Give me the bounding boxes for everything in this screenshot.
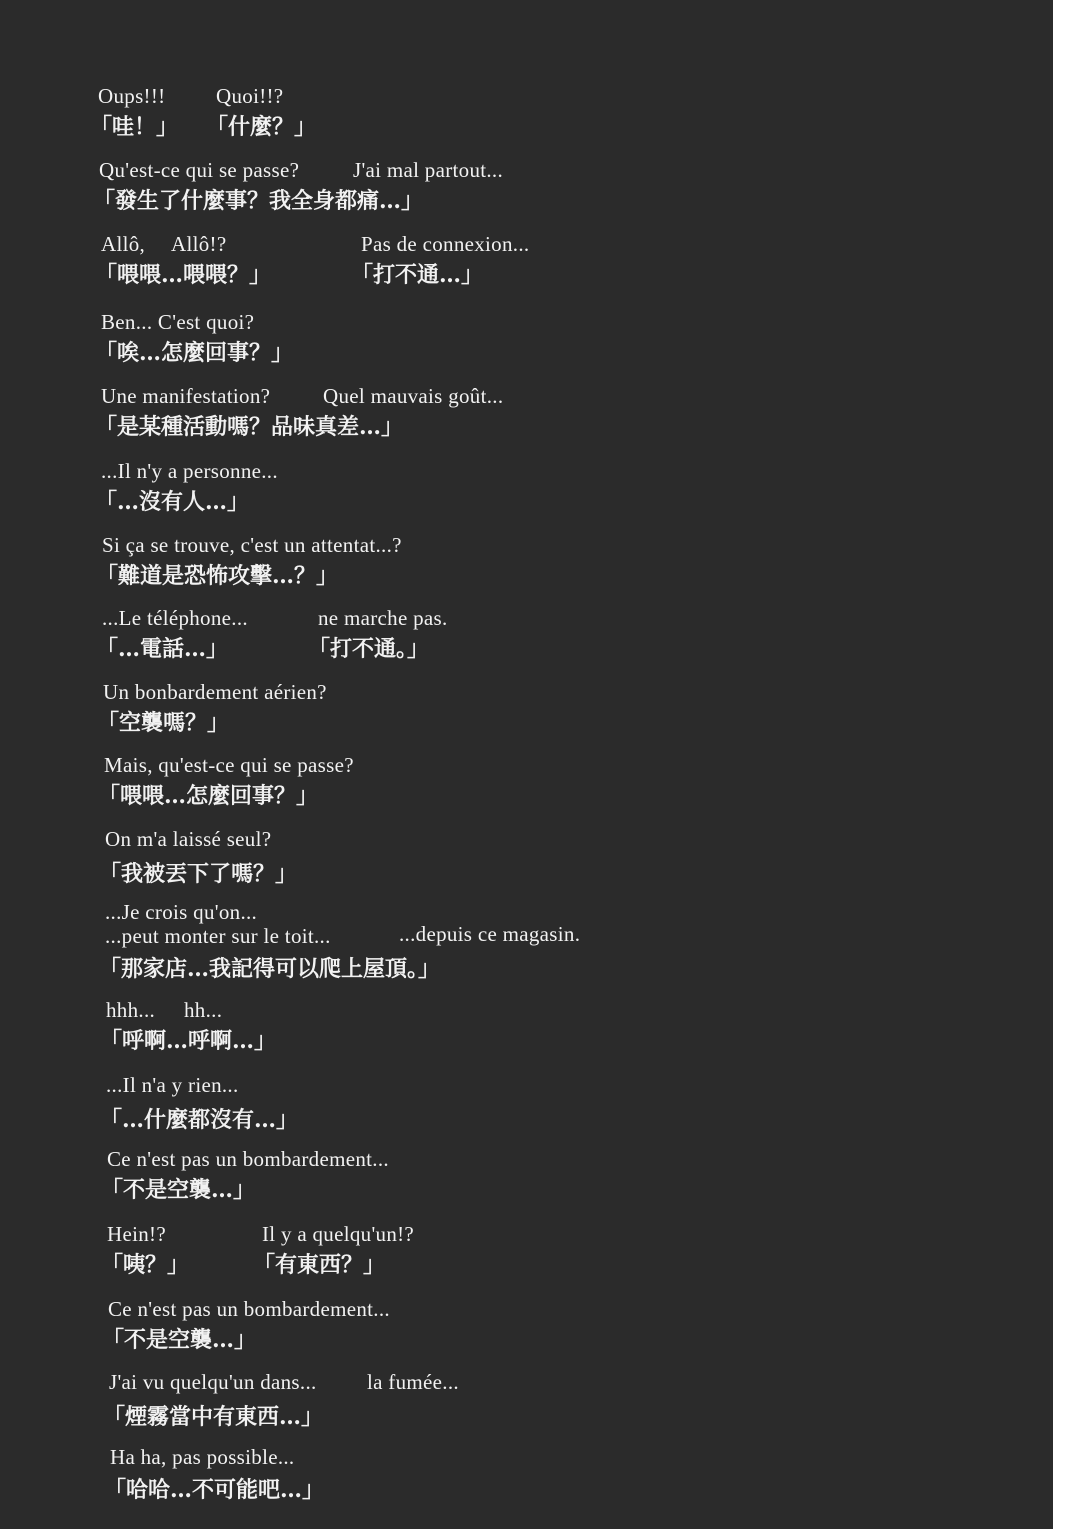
chinese-line: 「難道是恐怖攻擊…？」 (96, 563, 339, 589)
french-line: Si ça se trouve, c'est un attentat...? (102, 533, 402, 557)
chinese-line: 「不是空襲…」 (102, 1327, 257, 1353)
chinese-line: 「…什麼都沒有…」 (100, 1107, 299, 1133)
french-line: Pas de connexion... (361, 232, 530, 256)
page-margin (1053, 0, 1072, 1529)
chinese-line: 「哈哈…不可能吧…」 (104, 1477, 325, 1503)
chinese-line: 「不是空襲…」 (101, 1177, 256, 1203)
french-line: Ce n'est pas un bombardement... (108, 1297, 390, 1321)
chinese-line: 「打不通。」 (308, 636, 430, 662)
french-line: ne marche pas. (318, 606, 448, 630)
french-line: ...Il n'y a personne... (101, 459, 278, 483)
french-line: Ha ha, pas possible... (110, 1445, 295, 1469)
chinese-line: 「我被丟下了嗎？」 (99, 861, 298, 887)
french-line: Quel mauvais goût... (323, 384, 504, 408)
chinese-line: 「唉…怎麼回事？」 (95, 340, 294, 366)
chinese-line: 「空襲嗎？」 (97, 710, 230, 736)
chinese-line: 「打不通…」 (351, 262, 484, 288)
french-line: Qu'est-ce qui se passe? (99, 158, 300, 182)
french-line: hh... (184, 998, 223, 1022)
french-line: la fumée... (367, 1370, 459, 1394)
chinese-line: 「…電話…」 (96, 636, 229, 662)
french-line: Ben... C'est quoi? (101, 310, 255, 334)
chinese-line: 「什麼？」 (206, 114, 317, 140)
chinese-line: 「是某種活動嗎？品味真差…」 (95, 414, 404, 440)
french-line: Ce n'est pas un bombardement... (107, 1147, 389, 1171)
french-line: Allô!? (171, 232, 227, 256)
chinese-line: 「煙霧當中有東西…」 (103, 1404, 324, 1430)
french-line: Allô, (101, 232, 146, 256)
french-line: J'ai mal partout... (353, 158, 504, 182)
chinese-line: 「呼啊…呼啊…」 (100, 1028, 277, 1054)
french-line: On m'a laissé seul? (105, 827, 272, 851)
chinese-line: 「那家店…我記得可以爬上屋頂。」 (99, 956, 441, 982)
chinese-line: 「喂喂…怎麼回事？」 (98, 783, 319, 809)
french-line: Un bonbardement aérien? (103, 680, 327, 704)
chinese-line: 「喂喂…喂喂？」 (95, 262, 272, 288)
french-line: hhh... (106, 998, 156, 1022)
french-line: ...Le téléphone... (102, 606, 248, 630)
chinese-line: 「發生了什麼事？我全身都痛…」 (93, 188, 424, 214)
french-line: Mais, qu'est-ce qui se passe? (104, 753, 354, 777)
french-line: Il y a quelqu'un!? (262, 1222, 415, 1246)
chinese-line: 「…沒有人…」 (95, 489, 250, 515)
french-line: Oups!!! (98, 84, 166, 108)
chinese-line: 「有東西？」 (253, 1252, 386, 1278)
french-line: ...Je crois qu'on... (105, 900, 258, 924)
french-line: Quoi!!? (216, 84, 284, 108)
french-line: ...depuis ce magasin. (399, 922, 581, 946)
french-line: ...Il n'a y rien... (106, 1073, 239, 1097)
french-line: J'ai vu quelqu'un dans... (109, 1370, 317, 1394)
french-line: Hein!? (107, 1222, 166, 1246)
chinese-line: 「哇！」 (90, 114, 179, 140)
french-line: Une manifestation? (101, 384, 271, 408)
chinese-line: 「咦？」 (101, 1252, 190, 1278)
french-line: ...peut monter sur le toit... (105, 924, 331, 948)
